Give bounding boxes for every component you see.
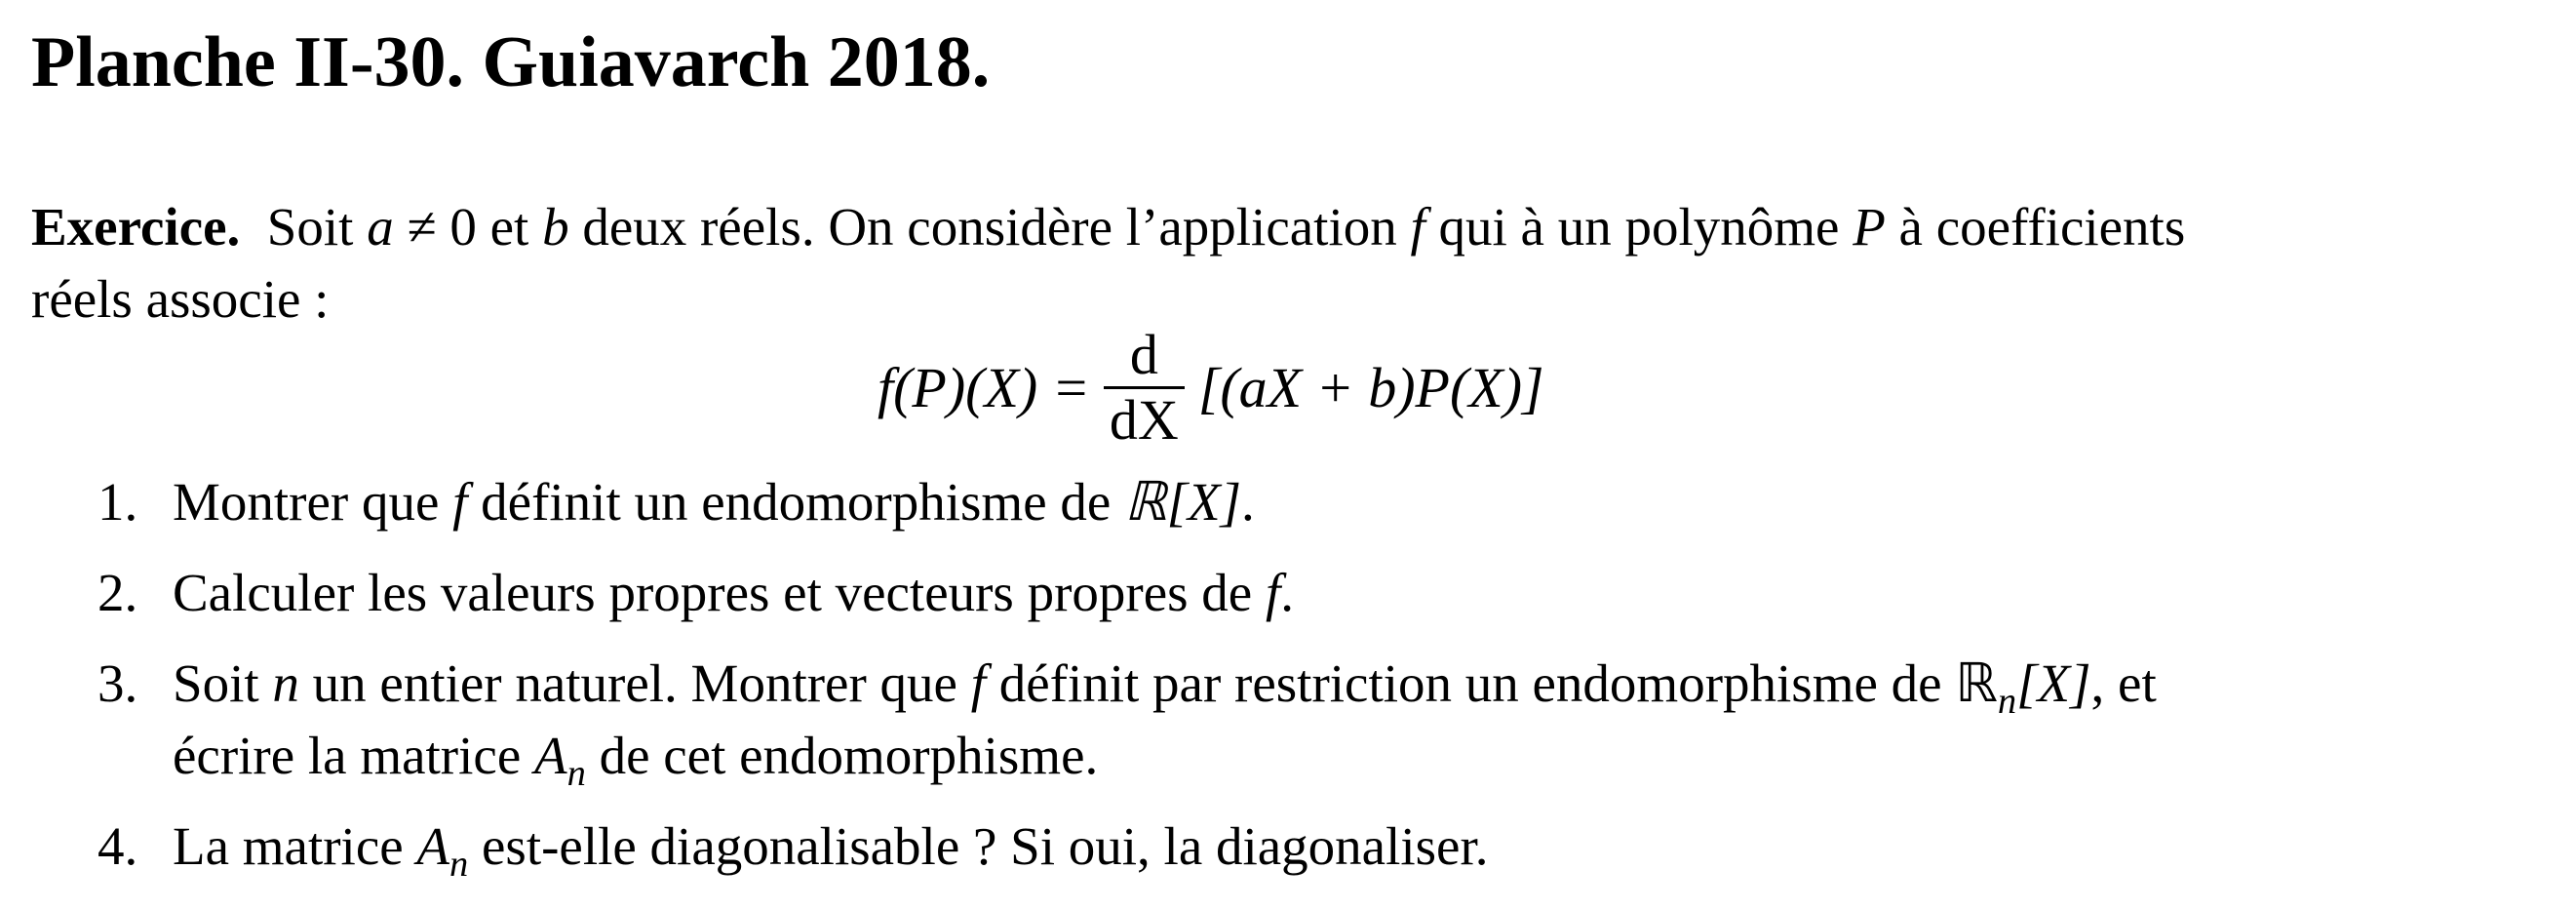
text-run: de cet endomorphisme.: [585, 726, 1099, 785]
item-text: [173, 810, 1489, 883]
text-run: définit par restriction un endomorphisme de: [985, 653, 1956, 713]
math-f: f: [1410, 197, 1425, 257]
derivative-fraction: [1104, 324, 1185, 452]
item-text: [173, 648, 2157, 720]
text-run: .: [1280, 563, 1294, 622]
math-space: [X]: [2016, 653, 2091, 713]
text-run: écrire la matrice: [173, 726, 534, 785]
text-run: .: [1241, 472, 1255, 532]
exercise-intro: [31, 191, 2185, 263]
fraction-numerator: d: [1129, 322, 1158, 386]
item-number: 3.: [98, 653, 138, 713]
text-run: est-elle diagonalisable ? Si oui, la diagonaliser.: [468, 816, 1489, 876]
math-subscript: n: [566, 753, 586, 794]
intro-text: à coefficients: [1885, 197, 2186, 257]
math-P: P: [1853, 197, 1886, 257]
item-text: [173, 720, 1098, 792]
display-equation: [878, 314, 1544, 460]
intro-text: qui à un polynôme: [1425, 197, 1854, 257]
page-title: Planche II-30. Guiavarch 2018.: [31, 22, 991, 102]
math-subscript: n: [449, 844, 469, 885]
intro-text: Soit: [266, 197, 368, 257]
math-f: f: [1265, 563, 1281, 622]
math-a: a: [367, 197, 394, 257]
math-A: A: [533, 726, 567, 785]
item-number: 4.: [98, 816, 138, 876]
intro-line-2: réels associe :: [31, 269, 330, 329]
fraction-denominator: dX: [1104, 386, 1185, 452]
text-run: Soit: [173, 653, 273, 713]
text-run: Montrer que: [173, 472, 453, 532]
equation-lhs: f(P)(X) =: [878, 355, 1090, 419]
math-subscript: n: [1997, 681, 2017, 722]
math-b: b: [542, 197, 569, 257]
math-space: ℝ[X]: [1124, 472, 1242, 532]
intro-text: ≠ 0 et: [393, 197, 543, 257]
math-space: ℝ: [1955, 653, 1998, 713]
equation-rhs: [(aX + b)P(X)]: [1197, 355, 1544, 419]
text-run: définit un endomorphisme de: [467, 472, 1125, 532]
text-run: La matrice: [173, 816, 417, 876]
text-run: Calculer les valeurs propres et vecteurs propres de: [173, 563, 1266, 622]
item-text: [173, 557, 1294, 629]
math-n: n: [272, 653, 299, 713]
item-number: 2.: [98, 563, 138, 622]
math-f: f: [452, 472, 468, 532]
exercise-lead: Exercice.: [31, 197, 241, 257]
text-run: , et: [2090, 653, 2157, 713]
math-f: f: [970, 653, 986, 713]
math-A: A: [416, 816, 450, 876]
intro-text: deux réels. On considère l’application: [568, 197, 1411, 257]
item-text: [173, 466, 1255, 538]
text-run: un entier naturel. Montrer que: [298, 653, 971, 713]
item-number: 1.: [98, 472, 138, 532]
